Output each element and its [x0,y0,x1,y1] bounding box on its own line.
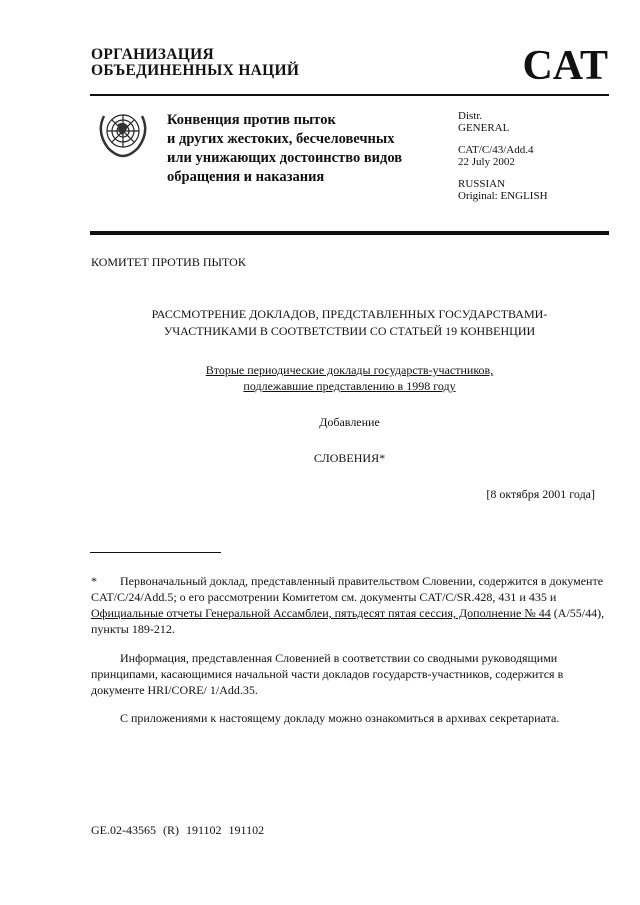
addendum-label: Добавление [319,415,380,429]
document-metadata [458,110,548,202]
doc-symbol: CAT/C/43/Add.4 [458,144,534,156]
org-line-1: ОРГАНИЗАЦИЯ [91,46,214,63]
job-number: GE.02-43565 (R) 191102 191102 [91,823,265,837]
footnote-text: Первоначальный доклад, представленный правительством Словении, содержится в документе CAT/C/24/Add.5; о его рассмотрении Комитетом см. документы CAT/C/SR.428, 431 и 435 и [91,574,604,604]
convention-title [167,111,402,187]
committee-name: КОМИТЕТ ПРОТИВ ПЫТОК [91,255,246,269]
divider-thick [90,231,609,235]
document-subtitle [90,362,609,394]
convention-line: и других жестоких, бесчеловечных [167,131,395,147]
official-records-reference: Официальные отчеты Генеральной Ассамблеи, пятьдесят пятая сессия, Дополнение № 44 [91,606,551,620]
distr-value: GENERAL [458,122,510,134]
footnote-paragraph [91,573,611,637]
doc-date: 22 July 2002 [458,156,515,168]
document-title [90,306,609,340]
distr-label: Distr. [458,110,483,122]
org-line-2: ОБЪЕДИНЕННЫХ НАЦИЙ [91,62,300,79]
footnote-text: (A/55/44), пункты 189-212. [91,606,605,636]
subtitle-line: подлежавшие представлению в 1998 году [243,379,456,393]
title-line: УЧАСТНИКАМИ В СООТВЕТСТВИИ СО СТАТЬЕЙ 19 КОНВЕНЦИИ [163,324,536,338]
footnote-marker: * [91,574,97,588]
doc-language: RUSSIAN [458,178,506,190]
country-name: СЛОВЕНИЯ* [313,451,386,465]
footnote-paragraph: С приложениями к настоящему докладу можно ознакомиться в архивах секретариата. [120,711,560,725]
convention-line: или унижающих достоинство видов [167,150,403,166]
convention-line: обращения и наказания [167,169,325,185]
original-language: Original: ENGLISH [458,190,548,202]
divider [90,94,609,96]
document-symbol-large: CAT [522,43,608,89]
subtitle-line: Вторые периодические доклады государств-участников, [205,363,494,377]
un-emblem-icon [94,106,152,160]
organization-name [91,47,299,79]
title-line: РАССМОТРЕНИЕ ДОКЛАДОВ, ПРЕДСТАВЛЕННЫХ ГОСУДАРСТВАМИ- [151,307,548,321]
footnote-paragraph: Информация, представленная Словенией в соответствии со сводными руководящими принципами, касающимися начальной части докладов государств-участников, содержится в документе HRI/CORE/ 1/Add.35. [91,651,564,697]
report-date: [8 октября 2001 года] [486,487,595,501]
footnote-divider [90,552,221,553]
convention-line: Конвенция против пыток [167,112,336,128]
